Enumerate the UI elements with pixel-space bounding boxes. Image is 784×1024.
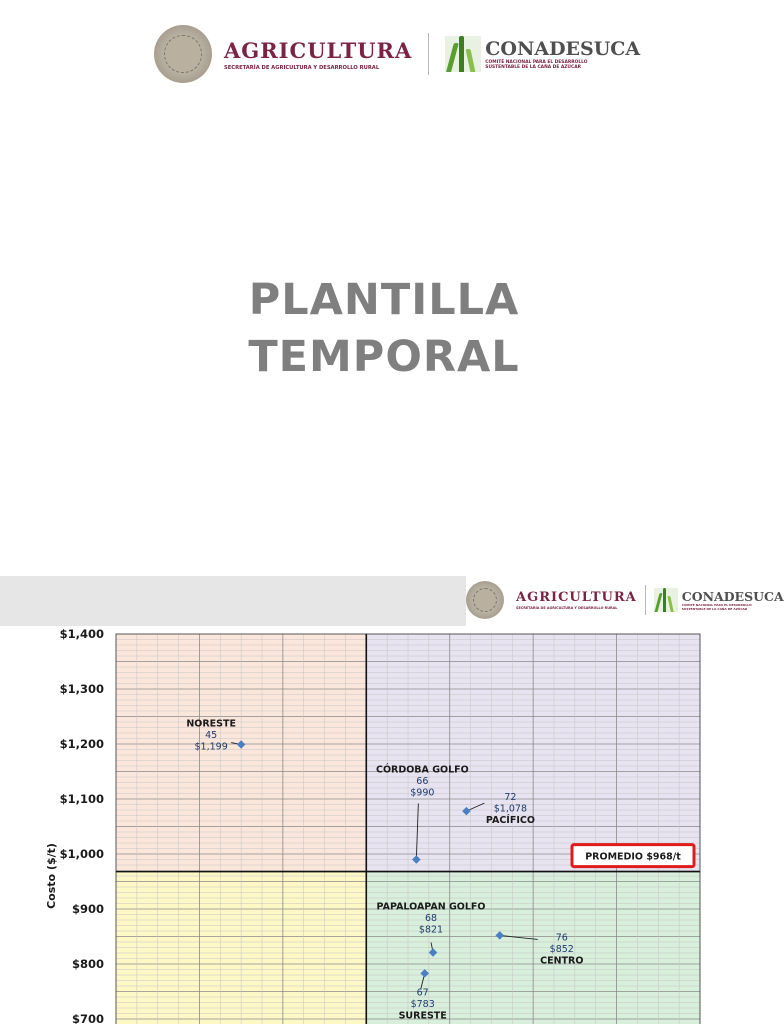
point-name-label: CENTRO [540,955,584,967]
point-x-label: 66 [416,776,429,787]
mexico-seal-icon [154,25,212,83]
slide2-header-band [0,576,466,626]
slide-title [0,272,768,386]
conadesuca-logo-subtitle-1: COMITÉ NACIONAL PARA EL DESARROLLO [485,59,588,65]
point-y-label: $990 [410,787,435,799]
agricultura-logo-subtitle: SECRETARÍA DE AGRICULTURA Y DESARROLLO RURAL [516,606,618,610]
slide1-header [154,24,640,84]
agricultura-logo [224,38,412,71]
y-tick-label: $1,200 [59,737,104,751]
point-y-label: $821 [418,924,444,936]
y-tick-label: $800 [71,957,104,971]
agricultura-logo-text: AGRICULTURA [516,590,637,605]
point-y-label: $783 [410,998,435,1010]
point-y-label: $1,078 [493,803,528,815]
conadesuca-logo-text: CONADESUCA [681,589,784,605]
y-tick-label: $900 [71,902,104,916]
point-x-label: 67 [416,987,429,999]
cost-quadrant-chart [0,626,768,1024]
conadesuca-logo-text: CONADESUCA [485,37,641,60]
mexico-seal-icon [466,581,504,619]
point-y-label: $1,199 [194,741,228,753]
conadesuca-logo-subtitle-2: SUSTENTABLE DE LA CAÑA DE AZÚCAR [681,606,748,611]
y-tick-label: $1,000 [59,847,104,861]
conadesuca-logo [485,38,640,70]
point-name-label: PAPALOAPAN GOLFO [376,901,486,913]
point-name-label: PACÍFICO [485,815,535,827]
sugarcane-icon [654,588,678,612]
point-name-label: SURESTE [398,1010,447,1022]
average-callout-label: PROMEDIO $968/t [585,851,681,863]
agricultura-logo-subtitle: SECRETARÍA DE AGRICULTURA Y DESARROLLO RURAL [224,64,380,71]
point-x-label: 76 [555,932,568,944]
y-tick-label: $1,100 [59,792,104,806]
logo-divider [645,585,646,615]
y-tick-label: $700 [71,1012,104,1024]
point-y-label: $852 [549,943,574,955]
conadesuca-logo-subtitle-1: COMITÉ NACIONAL PARA EL DESARROLLO [681,603,752,608]
logo-divider [428,33,429,75]
conadesuca-logo-subtitle-2: SUSTENTABLE DE LA CAÑA DE AZÚCAR [485,65,582,70]
y-tick-label: $1,400 [59,627,104,641]
point-name-label: CÓRDOBA GOLFO [375,764,469,776]
chart-canvas [0,626,768,1024]
y-tick-label: $1,300 [59,682,104,696]
agricultura-logo-text: AGRICULTURA [224,37,413,63]
sugarcane-icon [445,36,481,72]
point-name-label: NORESTE [186,718,236,730]
point-x-label: 72 [504,792,517,804]
slide-title-line-2: TEMPORAL [248,332,520,382]
conadesuca-logo [682,589,784,611]
agricultura-logo [516,590,637,610]
point-x-label: 45 [205,730,218,742]
slide2-header [466,576,784,624]
slide-title-line-1: PLANTILLA [248,275,520,325]
y-axis-label: Costo ($/t) [45,843,58,909]
point-x-label: 68 [424,912,438,924]
